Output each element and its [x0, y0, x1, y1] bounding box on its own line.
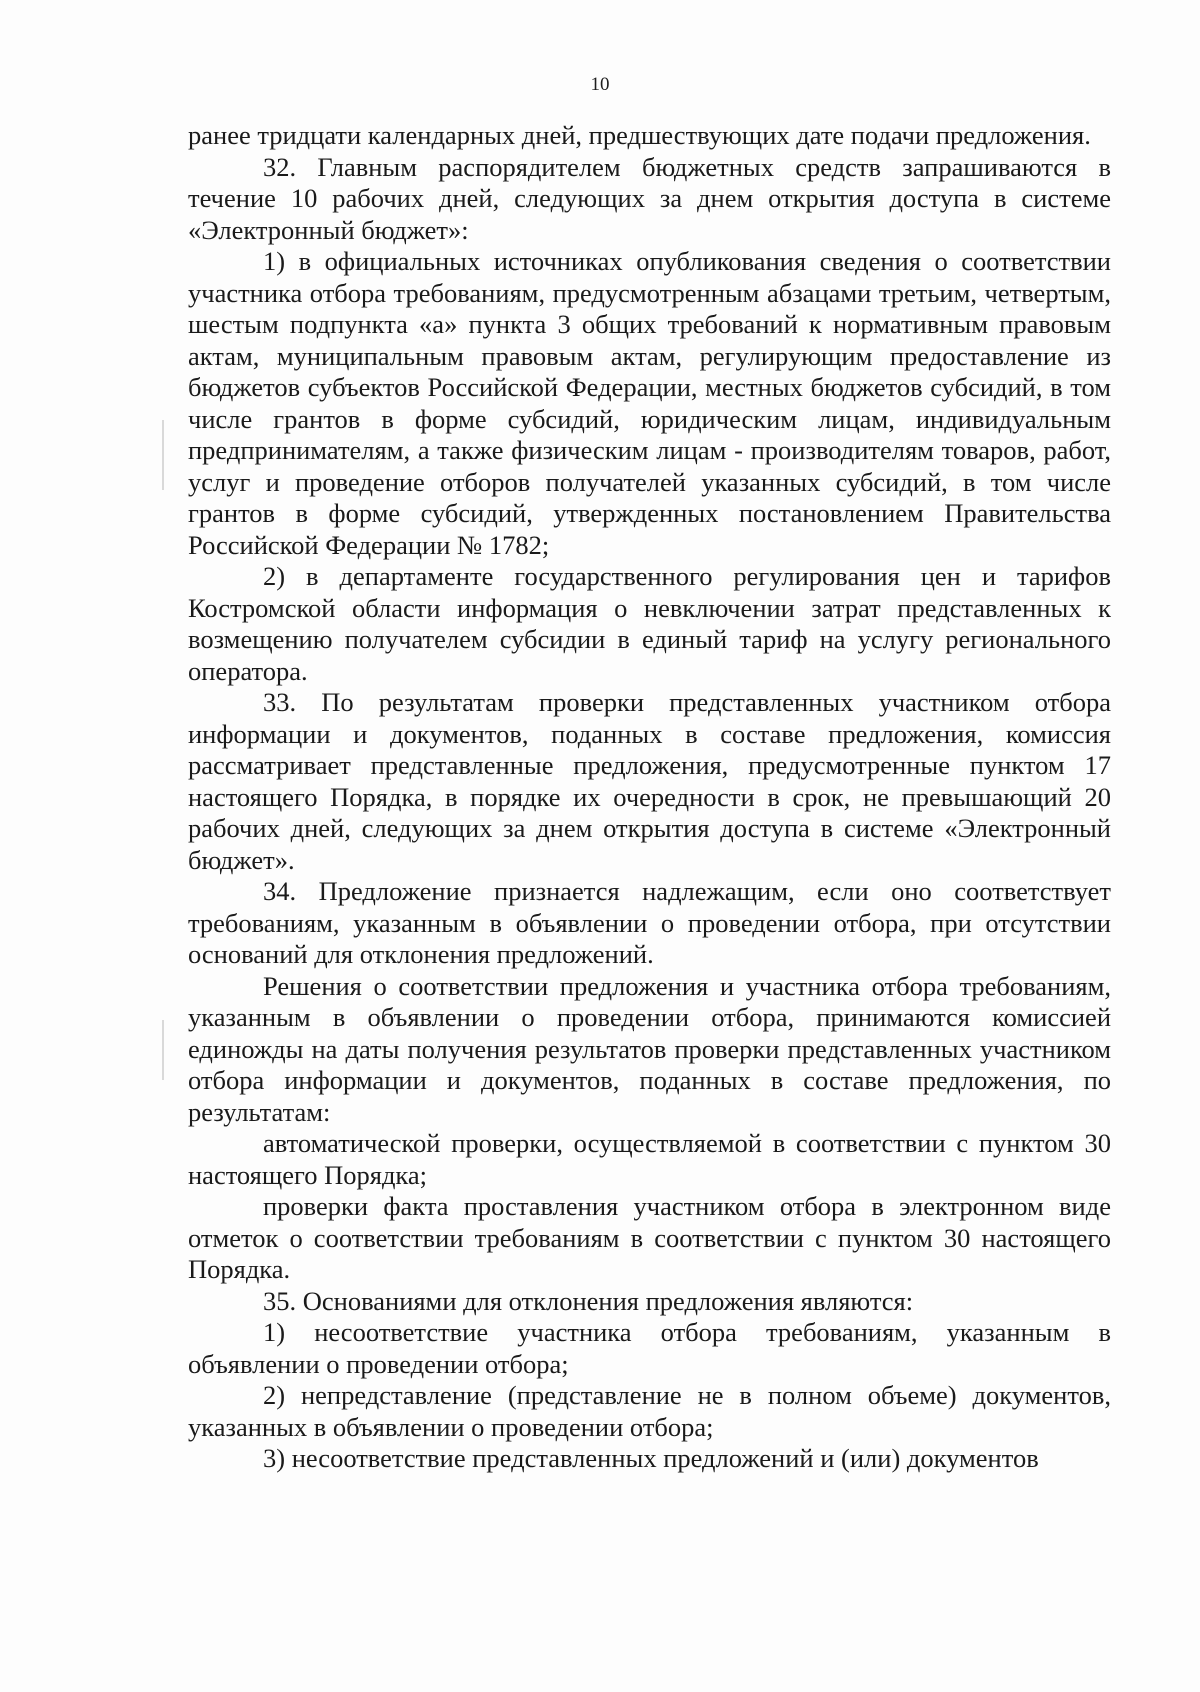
paragraph-item-34: 34. Предложение признается надлежащим, если оно соответствует требованиям, указанным в объявлении о проведении отбора, при отсутствии оснований для отклонения предложений.	[188, 876, 1111, 969]
paragraph-subitem-32-2: 2) в департаменте государственного регулирования цен и тарифов Костромской области информация о невключении затрат представленных к возмещению получателем субсидии в единый тариф на услугу регионального оператора.	[188, 561, 1111, 686]
paragraph-subitem-35-2: 2) непредставление (представление не в полном объеме) документов, указанных в объявлении о проведении отбора;	[188, 1380, 1111, 1442]
document-body	[188, 120, 1111, 1475]
paragraph-manual-check: проверки факта проставления участником отбора в электронном виде отметок о соответствии требованиям в соответствии с пунктом 30 настоящего Порядка.	[188, 1191, 1111, 1284]
paragraph-item-33: 33. По результатам проверки представленных участником отбора информации и документов, поданных в составе предложения, комиссия рассматривает представленные предложения, предусмотренные пунктом 17 настоящего Порядка, в порядке их очередности в срок, не превышающий 20 рабочих дней, следующих за днем открытия доступа в системе «Электронный бюджет».	[188, 687, 1111, 875]
paragraph-subitem-32-1: 1) в официальных источниках опубликования сведения о соответствии участника отбора требованиям, предусмотренным абзацами третьим, четвертым, шестым подпункта «а» пункта 3 общих требований к нормативным правовым актам, муниципальным правовым актам, регулирующим предоставление из бюджетов субъектов Российской Федерации, местных бюджетов субсидий, в том числе грантов в форме субсидий, юридическим лицам, индивидуальным предпринимателям, а также физическим лицам - производителям товаров, работ, услуг и проведение отборов получателей указанных субсидий, в том числе грантов в форме субсидий, утвержденных постановлением Правительства Российской Федерации № 1782;	[188, 246, 1111, 560]
paragraph-automatic-check: автоматической проверки, осуществляемой в соответствии с пунктом 30 настоящего Порядка;	[188, 1128, 1111, 1190]
paragraph-subitem-35-1: 1) несоответствие участника отбора требованиям, указанным в объявлении о проведении отбора;	[188, 1317, 1111, 1379]
scan-artifact	[162, 1020, 164, 1080]
paragraph-subitem-35-3: 3) несоответствие представленных предложений и (или) документов	[263, 1443, 1039, 1473]
paragraph-decisions: Решения о соответствии предложения и участника отбора требованиям, указанным в объявлении о проведении отбора, принимаются комиссией единожды на даты получения результатов проверки представленных участником отбора информации и документов, поданных в составе предложения, по результатам:	[188, 970, 1111, 1127]
page-number: 10	[590, 74, 610, 95]
paragraph-continuation: ранее тридцати календарных дней, предшествующих дате подачи предложения.	[188, 120, 1091, 150]
scan-artifact	[162, 420, 164, 490]
paragraph-item-32: 32. Главным распорядителем бюджетных средств запрашиваются в течение 10 рабочих дней, следующих за днем открытия доступа в системе «Электронный бюджет»:	[188, 151, 1111, 245]
paragraph-item-35: 35. Основаниями для отклонения предложения являются:	[263, 1285, 914, 1316]
